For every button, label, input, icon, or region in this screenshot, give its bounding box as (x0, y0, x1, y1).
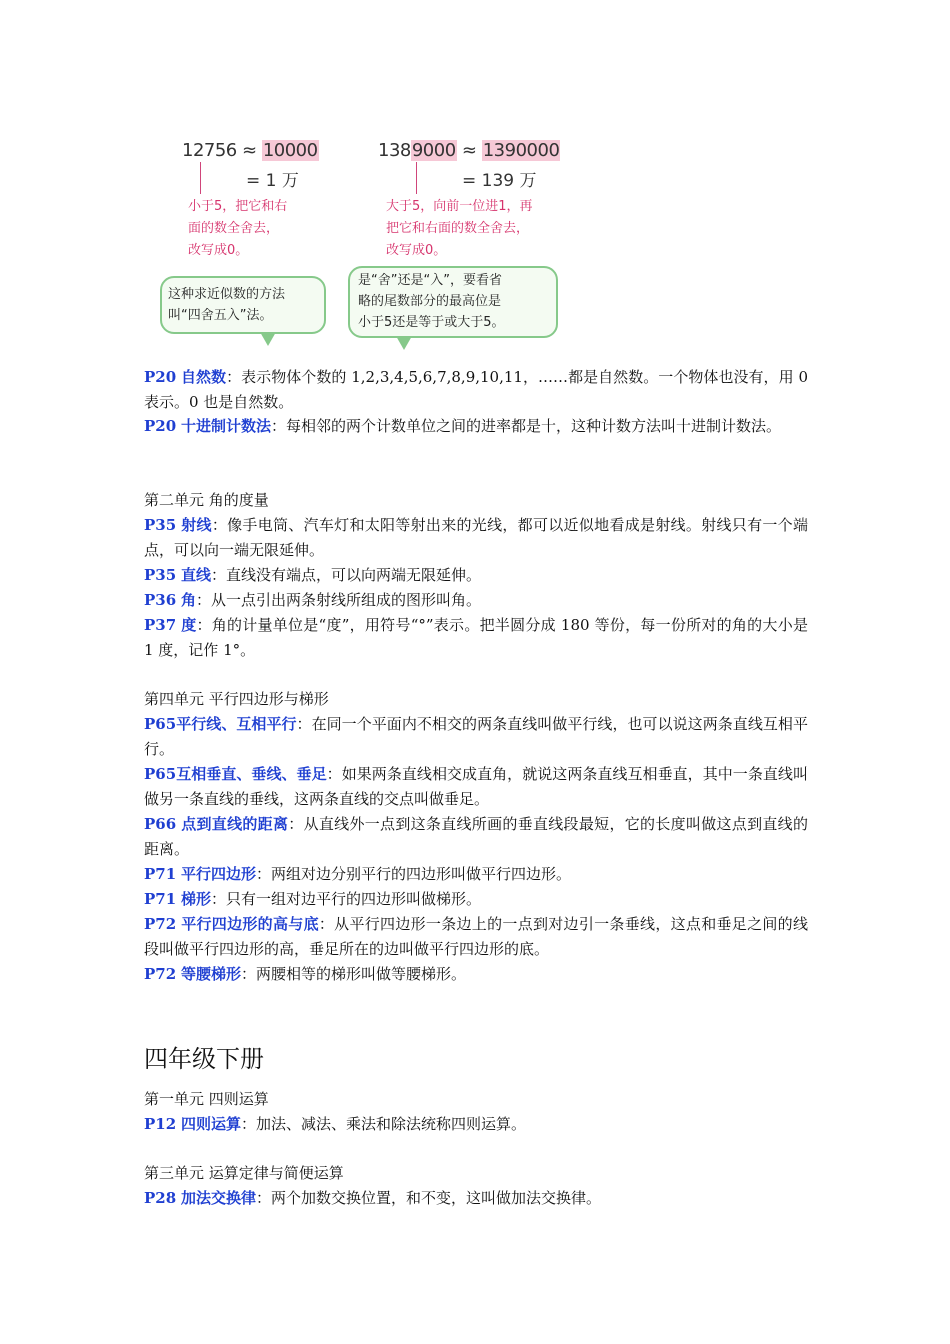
left-bubble-text: 这种求近似数的方法 叫“四舍五入”法。 (168, 287, 286, 323)
unit-title-3: 第三单元 运算定律与简便运算 (144, 1164, 344, 1182)
left-equation: 12756 ≈ 10000 (182, 140, 318, 161)
definition-isosceles-trapezoid: P72 等腰梯形：两腰相等的梯形叫做等腰梯形。 (144, 965, 466, 983)
definition-parallelogram: P71 平行四边形：两组对边分别平行的四边形叫做平行四边形。 (144, 865, 571, 883)
right-rounded-value: 1390000 (482, 140, 560, 161)
rounding-illustration (160, 136, 570, 358)
definition-trapezoid: P71 梯形：只有一组对边平行的四边形叫做梯形。 (144, 890, 481, 908)
definition-degree: P37 度：角的计量单位是“度”，用符号“°”表示。把半圆分成 180 等份，每一份所对的角的大小是 1 度，记作 1°。 (144, 616, 808, 659)
definition-angle: P36 角：从一点引出两条射线所组成的图形叫角。 (144, 591, 481, 609)
definition-addition-commutative: P28 加法交换律：两个加数交换位置，和不变，这叫做加法交换律。 (144, 1189, 601, 1207)
unit-title-2: 第二单元 角的度量 (144, 491, 269, 509)
left-rounded-value: 10000 (262, 140, 318, 161)
right-equation: 1389000 ≈ 1390000 (378, 140, 560, 161)
right-bubble-text: 是“舍”还是“入”，要看省 略的尾数部分的最高位是 小于5还是等于或大于5。 (358, 273, 505, 330)
grade-heading: 四年级下册 (144, 1045, 264, 1073)
left-pointer-line (200, 162, 201, 194)
left-bubble-tail (260, 332, 276, 346)
definition-four-operations: P12 四则运算：加法、减法、乘法和除法统称四则运算。 (144, 1115, 526, 1133)
right-equals: = 139 万 (462, 171, 537, 191)
right-note: 大于5，向前一位进1，再 把它和右面的数全舍去， 改写成0。 (386, 199, 533, 258)
left-equals: = 1 万 (246, 171, 299, 191)
right-bubble-tail (396, 336, 412, 350)
right-pointer-line (416, 162, 417, 194)
definition-ray: P35 射线：像手电筒、汽车灯和太阳等射出来的光线，都可以近似地看成是射线。射线只有一个端点，可以向一端无限延伸。 (144, 516, 808, 559)
definition-line: P35 直线：直线没有端点，可以向两端无限延伸。 (144, 566, 481, 584)
unit-title-1: 第一单元 四则运算 (144, 1090, 269, 1108)
unit-title-4: 第四单元 平行四边形与梯形 (144, 690, 329, 708)
definition-decimal-system: P20 十进制计数法：每相邻的两个计数单位之间的进率都是十，这种计数方法叫十进制计数法。 (144, 417, 781, 435)
definition-parallel: P65平行线、互相平行：在同一个平面内不相交的两条直线叫做平行线，也可以说这两条直线互相平行。 (144, 715, 808, 758)
definition-parallelogram-height-base: P72 平行四边形的高与底：从平行四边形一条边上的一点到对边引一条垂线，这点和垂足之间的线段叫做平行四边形的高，垂足所在的边叫做平行四边形的底。 (144, 915, 808, 958)
definition-natural-number: P20 自然数：表示物体个数的 1,2,3,4,5,6,7,8,9,10,11，……都是自然数。一个物体也没有，用 0 表示。0 也是自然数。 (144, 368, 808, 411)
left-note: 小于5，把它和右 面的数全舍去， 改写成0。 (188, 199, 288, 258)
definition-point-line-distance: P66 点到直线的距离：从直线外一点到这条直线所画的垂直线段最短，它的长度叫做这点到直线的距离。 (144, 815, 808, 858)
definition-perpendicular: P65互相垂直、垂线、垂足：如果两条直线相交成直角，就说这两条直线互相垂直，其中一条直线叫做另一条直线的垂线，这两条直线的交点叫做垂足。 (144, 765, 808, 808)
